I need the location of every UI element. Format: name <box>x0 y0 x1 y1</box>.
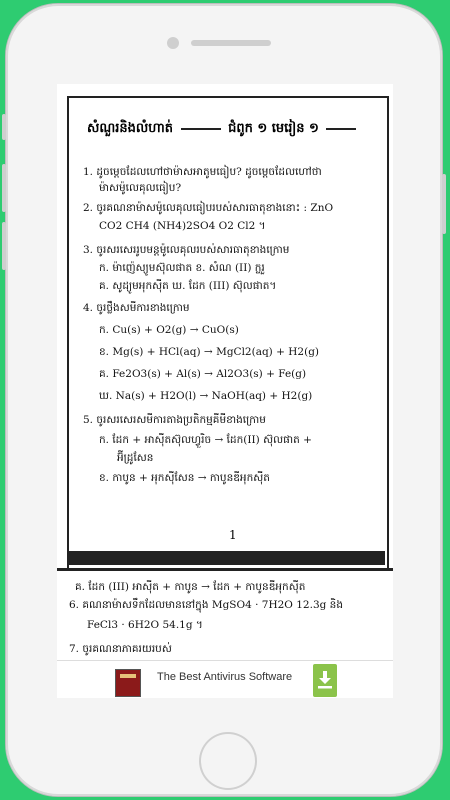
question-line: គ. សូដ្យូមអុកស៊ីត ឃ. ដែក (III) ស៊ុលផាត។ <box>99 280 277 292</box>
header-rule-2 <box>326 128 356 130</box>
power-button <box>442 174 446 234</box>
question-line: 5. ចូរសរសេរសមីការតាងប្រតិកម្មគីមីខាងក្រោម <box>83 414 266 426</box>
header-right-title: ជំពូក ១ មេរៀន ១ <box>228 121 319 136</box>
equation-line: ក. Cu(s) + O2(g) → CuO(s) <box>99 324 239 336</box>
question-line: 6. គណនាម៉ាសទឹកដែលមាននៅក្នុង MgSO4 · 7H2O 12.3g និង <box>69 599 344 611</box>
document-page-1[interactable] <box>67 96 389 572</box>
ad-product-image[interactable] <box>115 669 141 697</box>
equation-line: ខ. Mg(s) + HCl(aq) → MgCl2(aq) + H2(g) <box>99 346 320 358</box>
header-left-title: សំណួរនិងលំហាត់ <box>87 121 174 136</box>
question-line: 4. ចូរថ្លឹងសមីការខាងក្រោម <box>83 302 190 314</box>
volume-up-button <box>2 164 6 212</box>
equation-line: ឃ. Na(s) + H2O(l) → NaOH(aq) + H2(g) <box>99 390 313 402</box>
question-line: 3. ចូរសរសេររូបមន្តម៉ូលេគុលរបស់សារធាតុខាងក្រោម <box>83 244 290 256</box>
page-header <box>87 120 387 146</box>
ad-text[interactable]: The Best Antivirus Software <box>157 671 293 683</box>
download-icon <box>317 671 333 689</box>
question-line: គ. ដែក (III) អាស៊ីត + កាបូន → ដែក + កាបូនឌីអុកស៊ីត <box>75 581 306 593</box>
question-line: ខ. កាបូន + អុកស៊ីសែន → កាបូនឌីអុកស៊ីត <box>99 472 270 484</box>
page-divider <box>67 551 385 565</box>
question-line: ក. ម៉ាញ៉េស្យូមស៊ុលផាត ខ. សំណ (II) ក្លរួ <box>99 262 265 274</box>
question-line: FeCl3 · 6H2O 54.1g ។ <box>87 619 203 631</box>
volume-down-button <box>2 222 6 270</box>
question-line: ម៉ាសម៉ូលេគុលធៀប? <box>99 182 182 194</box>
download-button[interactable] <box>313 664 337 697</box>
equation-line: គ. Fe2O3(s) + Al(s) → Al2O3(s) + Fe(g) <box>99 368 307 380</box>
front-camera <box>167 37 179 49</box>
ad-banner[interactable] <box>57 660 393 698</box>
page-number: 1 <box>229 528 237 542</box>
question-line: អ៊ីដ្រូសែន <box>117 452 154 464</box>
earpiece-speaker <box>191 40 271 46</box>
mute-switch <box>2 114 6 140</box>
home-button[interactable] <box>199 732 257 790</box>
question-line: 2. ចូរគណនាម៉ាសម៉ូលេគុលធៀបរបស់សារធាតុខាងនោះ : ZnO <box>83 202 334 214</box>
question-line: ក. ដែក + អាស៊ីតស៊ុលហ្វួរិច → ដែក(II) ស៊ុលផាត + <box>99 434 312 446</box>
question-line: 7. ចូរគណនាភាគរយរបស់ <box>69 643 172 655</box>
question-line: CO2 CH4 (NH4)2SO4 O2 Cl2 ។ <box>99 220 266 232</box>
app-screen[interactable] <box>57 84 393 698</box>
question-line: 1. ដូចម្ដេចដែលហៅថាម៉ាសអាតូមធៀប? ដូចម្ដេចដែលហៅថា <box>83 166 322 178</box>
header-rule <box>181 128 221 130</box>
